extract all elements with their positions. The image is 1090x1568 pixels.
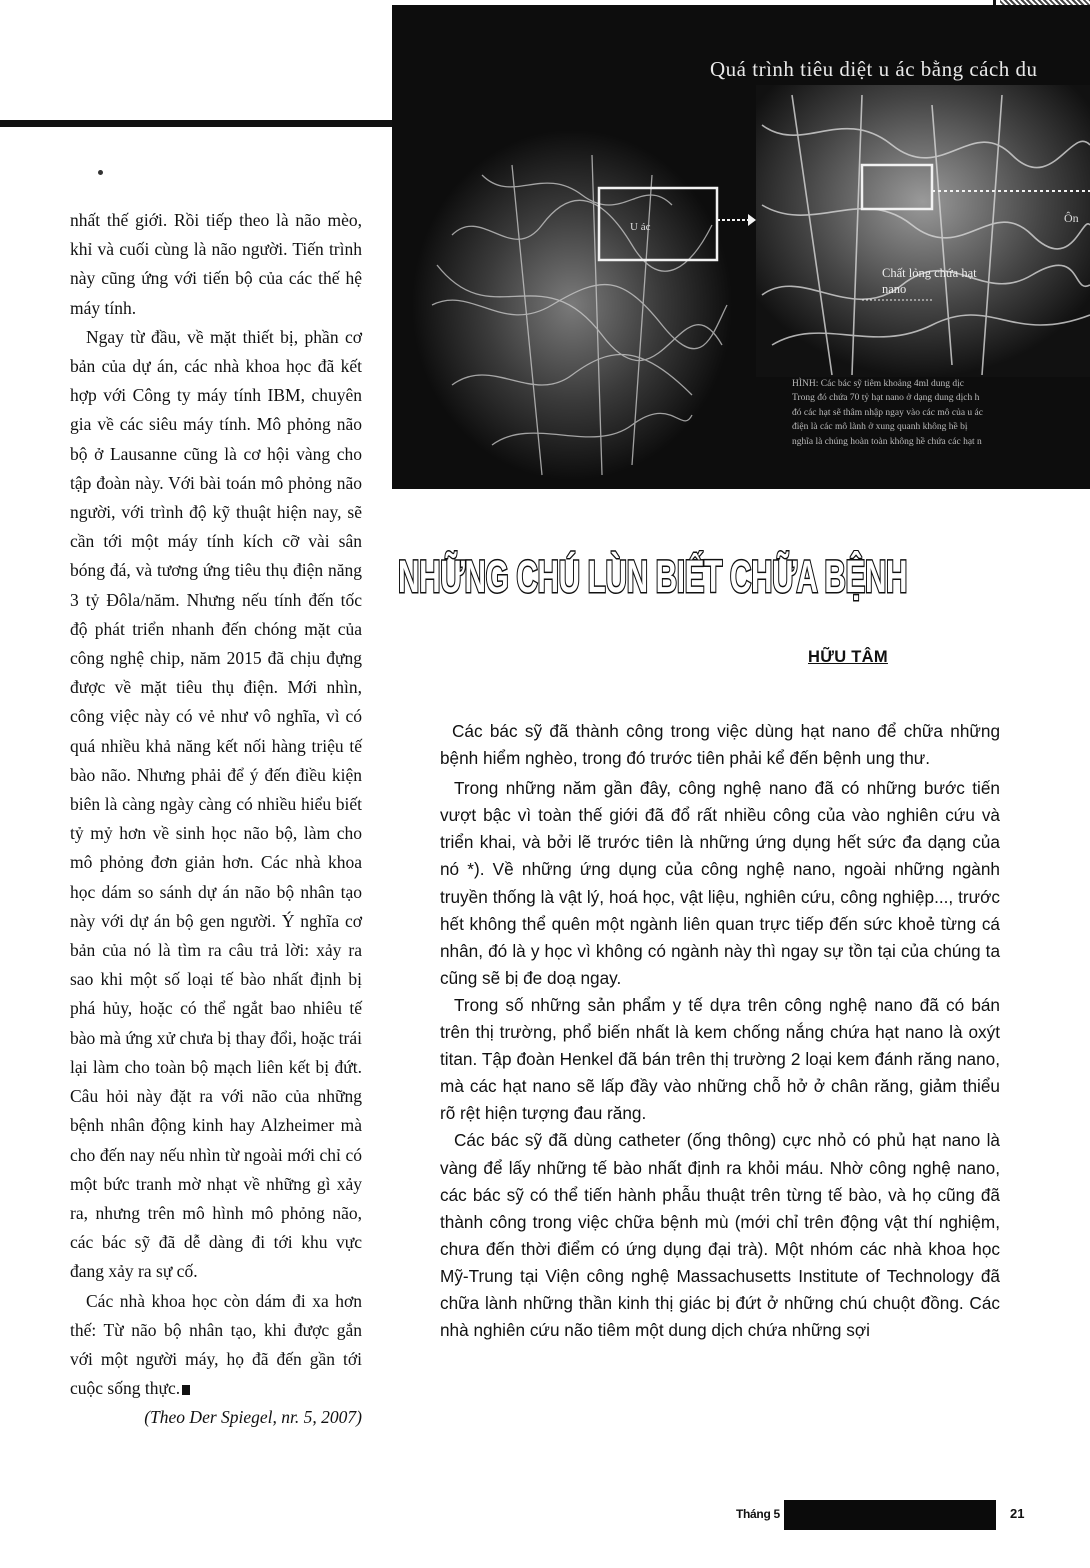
nano-fluid-callout: Chất lỏng chứa hạt nano bbox=[882, 266, 977, 296]
figure-caption bbox=[792, 377, 1090, 449]
article-lead: Các bác sỹ đã thành công trong việc dùng hạt nano để chữa những bệnh hiểm nghèo, trong đó trước tiên phải kể đến bệnh ung thư. bbox=[440, 721, 1000, 769]
caption-line: đó các hạt sẽ thâm nhập ngay vào các mô của u ác bbox=[792, 407, 983, 418]
caption-line: nghĩa là chúng hoàn toàn không hề chứa các hạt n bbox=[792, 436, 982, 447]
figure-title: Quá trình tiêu diệt u ác bằng cách du bbox=[710, 57, 1038, 81]
footer-month: Tháng 5 bbox=[736, 1507, 780, 1521]
page-number: 21 bbox=[1010, 1506, 1025, 1521]
brain-scan bbox=[412, 130, 732, 480]
side-label: Ôn bbox=[1064, 211, 1079, 225]
brain-figure bbox=[392, 5, 1090, 489]
source-citation: (Theo Der Spiegel, nr. 5, 2007) bbox=[144, 1407, 362, 1428]
article-paragraph: Trong số những sản phẩm y tế dựa trên công nghệ nano đã có bán trên thị trường, phổ biến nhất là kem chống nắng chứa hạt nano là oxýt titan. Tập đoàn Henkel đã bán trên thị trường 2 loại kem đánh răng nano, mà các hạt nano sẽ lấp đầy vào những chỗ hở ở chân răng, giảm thiểu rõ rệt hiện tượng đau răng. bbox=[440, 994, 1000, 1124]
article-body bbox=[440, 718, 1000, 1344]
end-mark bbox=[182, 1385, 190, 1395]
left-paragraph-last bbox=[70, 1287, 362, 1404]
caption-line: HÌNH: Các bác sỹ tiêm khoảng 4ml dung dịc bbox=[792, 379, 965, 389]
left-paragraph: Ngay từ đầu, về mặt thiết bị, phần cơ bản của dự án, các nhà khoa học đã kết hợp với Công ty máy tính IBM, chuyên gia về các siêu máy tính. Mô phỏng não bộ ở Lausanne cũng là cơ hội vàng cho tập đoàn này. Với bài toán mô phỏng não người, với trình độ kỹ thuật hiện nay, sẽ cần tới một máy tính kích cỡ vài sân bóng đá, và tương ứng tiêu thụ điện năng 3 tỷ Đôla/năm. Nhưng nếu tính đến tốc độ phát triển nhanh đến chóng mặt của công nghệ chip, năm 2015 đã chịu đựng được về mặt tiêu thụ điện. Mới nhìn, công việc này có vẻ như vô nghĩa, vì có quá nhiều khả năng kết nối hàng triệu tế bào não. Nhưng phải để ý đến điều kiện biên là càng ngày càng có nhiều hiểu biết tỷ mỷ hơn về sinh học não bộ, làm cho mô phỏng đơn giản hơn. Các nhà khoa học dám so sánh dự án não bộ nhân tạo này với dự án bộ gen người. Ý nghĩa cơ bản của nó là tìm ra câu trả lời: xảy ra sao khi một số loại tế bào nhất định bị phá hủy, hoặc có thể ngắt bao nhiêu tế bào mà ứng xử chưa bị thay đổi, hoặc trái lại làm cho toàn bộ mạch liên kết bị đứt. Câu hỏi này đặt ra với não của những bệnh nhân động kinh hay Alzheimer mà cho đến nay nếu nhìn từ ngoài mới chỉ có một bức tranh mờ nhạt về những gì xảy ra, nhưng trên mô hình mô phỏng não, các bác sỹ đã dễ dàng đi tới khu vực đang xảy ra sự cố. bbox=[70, 326, 362, 1282]
caption-line: Trong đó chứa 70 tỷ hạt nano ở dạng dung dịch h bbox=[792, 393, 980, 404]
author-byline: HỮU TÂM bbox=[808, 648, 888, 666]
tumor-label: U ác bbox=[630, 221, 651, 233]
article-paragraph: Các bác sỹ đã dùng catheter (ống thông) cực nhỏ có phủ hạt nano là vàng để lấy những tế bào nhất định ra khỏi máu. Nhờ công nghệ nano, các bác sỹ có thể tiến hành phẫu thuật trên từng tế bào, và họ cũng đã thành công trong việc chữa bệnh mù (mới chỉ trên động vật thí nghiệm, chưa đến thời điểm có ứng dụng đại trà). Một nhóm các nhà khoa học Mỹ-Trung tại Viện công nghệ Massachusetts Institute of Technology đã chữa lành những thần kinh thị giác bị đứt ở những chú chuột đồng. Các nhà nghiên cứu não tiêm một dung dịch chứa những sợi bbox=[440, 1130, 1000, 1341]
article-headline: NHỮNG CHÚ LÙN BIẾT CHỮA BỆNH bbox=[398, 551, 908, 602]
bullet-mark bbox=[98, 170, 103, 175]
article-paragraph: Trong những năm gần đây, công nghệ nano đã có những bước tiến vượt bậc vì toàn thế giới đã đổ rất nhiều công của vào nghiên cứu và triển khai, và bởi lẽ trước tiên là những ứng dụng hết sức đa dạng của nó *). Về những ứng dụng của công nghệ nano, ngoài những ngành truyền thống là vật lý, hoá học, vật liệu, nghiên cứu, công nghiệp..., trước hết không thể quên một ngành liên quan trực tiếp đến sức khoẻ từng cá nhân, đó là y học vì không có ngành này thì ngay sự tồn tại của chúng ta cũng sẽ bị đe doạ ngay. bbox=[440, 778, 1000, 988]
footer-redaction-bar bbox=[784, 1500, 996, 1530]
caption-line: điện là các mô lành ở xung quanh không hề bị bbox=[792, 422, 968, 433]
left-paragraph-text: Các nhà khoa học còn dám đi xa hơn thế: Từ não bộ nhân tạo, khi được gắn với một người máy, họ đã đến gần tới cuộc sống thực. bbox=[70, 1290, 362, 1399]
left-paragraph: nhất thế giới. Rồi tiếp theo là não mèo, khỉ và cuối cùng là não người. Tiến trình này cũng ứng với tiến bộ của các thế hệ máy tính. bbox=[70, 210, 362, 318]
left-column bbox=[70, 206, 362, 1433]
